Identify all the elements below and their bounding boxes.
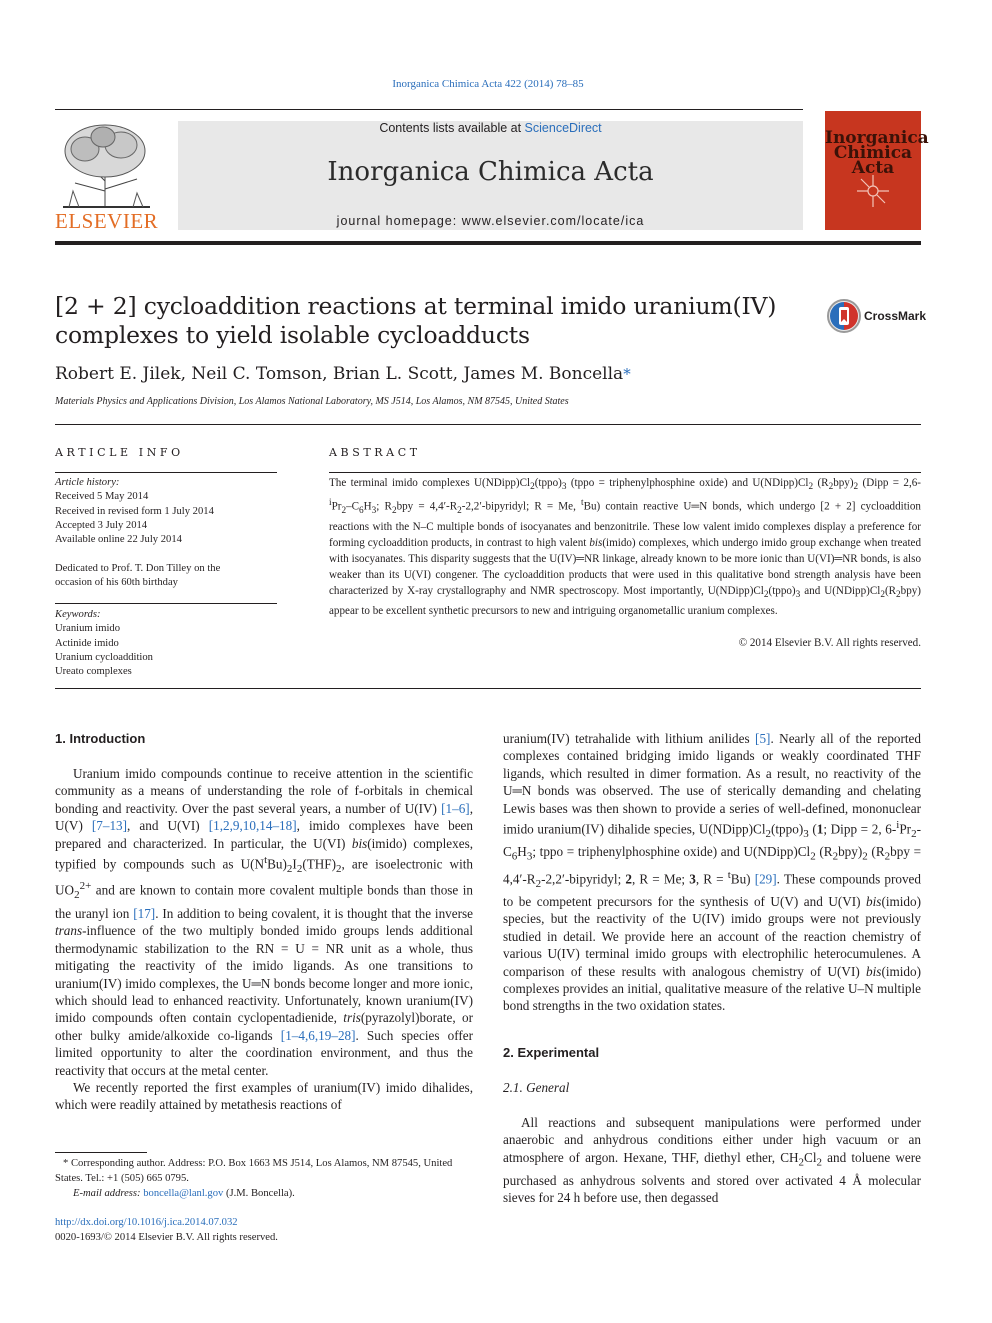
doi-link[interactable]: http://dx.doi.org/10.1016/j.ica.2014.07.032: [55, 1217, 238, 1228]
paragraph: All reactions and subsequent manipulations were performed under anaerobic and anhydrous conditions either under high vacuum or an atmosphere of argon. Hexane, THF, diethyl ether, $CH_2Cl_2$ and toluene were purchased as anhydrous solvents and stored over activated 4 Å molecular sieves for 24 h before use, then degassed: [503, 1115, 921, 1206]
article-identifiers: [55, 1215, 473, 1245]
footnote-corresponding: * Corresponding author. Address: P.O. Box 1663 MS J514, Los Alamos, NM 87545, United States. Tel.: +1 (505) 665 0795. E-mail address: boncella@lanl.gov (J.M. Boncella).: [55, 1158, 453, 1199]
contents-line: [178, 121, 803, 135]
abstract-body: The terminal imido complexes $U(NDipp)Cl_2(tppo)_3$ (tppo = triphenylphosphine oxide) and $U(NDipp)Cl_2$ $(R_2bpy)_2$ (Dipp = $2,6-^iPr_2-C_6H_3$; $R_2bpy$ = $4,4'-R_2-2,2'$-bipyridyl; R = Me, $^t$Bu) contain reactive U═N bonds, which undergo [2 + 2] cycloaddition reactions with the N–C multiple bonds of isocyanates and benzonitrile. These low valent imido complexes display a preference for forming cycloaddition products, in contrast to high valent bis(imido) complexes, which undergo imido group exchange when treated with isocyanates. This disparity suggests that the U(IV)═NR linkage, already known to be more ionic than U(VI)═NR bonds, is also weaker than its U(VI) congener. The cycloaddition products that were used in this qualitative bond strength analysis have been characterized by X-ray crystallography and NMR spectroscopy. Most importantly, $U(NDipp)Cl_2(tppo)_3$ and $U(NDipp)Cl_2(R_2bpy)$ appear to be excellent synthetic precursors to new and intriguing organometallic uranium complexes.: [329, 477, 921, 617]
citation-link[interactable]: [5]: [755, 731, 771, 746]
cover-title: Inorganica Chimica Acta: [825, 128, 929, 178]
citation-link[interactable]: [1–6]: [441, 800, 470, 816]
introduction-column-left: [55, 765, 473, 1114]
article-info-heading: ARTICLE INFO: [55, 446, 184, 459]
keywords: [55, 608, 277, 679]
author-affiliation: Materials Physics and Applications Division, Los Alamos National Laboratory, MS J514, Los Alamos, NM 87545, United States: [55, 396, 569, 407]
journal-citation[interactable]: Inorganica Chimica Acta 422 (2014) 78–85: [392, 78, 584, 90]
keyword: Actinide imido: [55, 637, 119, 649]
paragraph: uranium(IV) tetrahalide with lithium anilides [5]. Nearly all of the reported complexes contained bridging imido ligands or weakly coordinated THF ligands, which resulted in dimer formation. As a result, no reactivity of the U═N bonds was observed. The use of sterically demanding and chelating Lewis bases was then shown to provide a series of well-defined, mononuclear imido uranium(IV) dihalide species, $U(NDipp)Cl_2(tppo)_3$ (1; Dipp = 2, $6-^iPr_2-C_6H_3$; tppo = triphenylphosphine oxide) and $U(NDipp)Cl_2$ $(R_2bpy)_2$ ($R_2bpy$ = $4,4'-R_2-2,2'$-bipyridyl; 2, R = Me; 3, R = $^t$Bu) [29]. These compounds proved to be competent precursors for the synthesis of U(V) and U(VI) bis(imido) species, but the reactivity of the U(IV) imido groups were not previously studied in detail. We provide here an account of the reaction chemistry of various U(IV) terminal imido groups with electrophilic heterocumulenes. A comparison of these results with analogous chemistry of U(VI) bis(imido) complexes provides an initial, qualitative measure of the relative U–N multiple bond strengths in the two oxidation states.: [503, 731, 922, 1014]
elsevier-wordmark: ELSEVIER: [55, 209, 159, 233]
article-history: [55, 476, 277, 547]
accepted-date: Accepted 3 July 2014: [55, 519, 148, 531]
abstract-copyright: © 2014 Elsevier B.V. All rights reserved.: [738, 637, 921, 649]
header-thick-rule: [55, 241, 921, 245]
keyword: Ureato complexes: [55, 666, 132, 678]
journal-name: Inorganica Chimica Acta: [327, 157, 654, 187]
keywords-label: Keywords:: [55, 609, 101, 620]
dedication: [55, 562, 277, 591]
online-date: Available online 22 July 2014: [55, 534, 182, 546]
issn-copyright: 0020-1693/© 2014 Elsevier B.V. All rights reserved.: [55, 1232, 278, 1243]
citation-link[interactable]: [1,2,9,10,14–18]: [208, 818, 297, 834]
revised-date: Received in revised form 1 July 2014: [55, 505, 214, 517]
corresponding-address: Corresponding author. Address: P.O. Box 1663 MS J514, Los Alamos, NM 87545, United States. Tel.: +1 (505) 665 0795.: [55, 1158, 453, 1184]
paragraph: Uranium imido compounds continue to receive attention in the scientific community as a means of understanding the role of f-orbitals in chemical bonding and reactivity. Over the past several years, a number of U(IV) [1–6], U(V) [7–13], and U(VI) [1,2,9,10,14–18], imido complexes have been prepared and characterized. In particular, the U(VI) bis(imido) complexes, typified by compounds such as $U(N^tBu)_2I_2(THF)_2$, are isoelectronic with $UO_2^{2+}$ and are known to contain more covalent multiple bonds than those in the uranyl ion [17]. In addition to being covalent, it is thought that the inverse trans-influence of the two multiply bonded imido groups lends additional thermodynamic stabilization to the RN = U = NR unit as a whole, thus mitigating the reactivity of the imido ligands. As one transitions to uranium(IV) imido complexes, the U═N bonds become longer and more ionic, which should lead to enhanced reactivity. Unfortunately, known uranium(IV) imido compounds often contain cyclopentadienide, tris(pyrazolyl)borate, or other bulky amide/alkoxide co-ligands [1–4,6,19–28]. Such species offer limited opportunity to alter the coordination environment, and thus the reactivity that occurs at the metal center.: [55, 766, 474, 1078]
authors-text[interactable]: Robert E. Jilek, Neil C. Tomson, Brian L. Scott, James M. Boncella: [55, 364, 624, 384]
email-owner: (J.M. Boncella).: [225, 1188, 295, 1199]
divider: [55, 688, 921, 689]
citation-link[interactable]: [1–4,6,19–28]: [280, 1027, 356, 1043]
paragraph: We recently reported the first examples of uranium(IV) imido dihalides, which were readily attained by metathesis reactions of: [55, 1079, 473, 1113]
header-rule: [55, 109, 803, 110]
crossmark-label: CrossMark: [864, 309, 927, 323]
keyword: Uranium imido: [55, 623, 121, 635]
email-label: E-mail address:: [73, 1188, 141, 1199]
journal-cover[interactable]: [825, 111, 929, 230]
introduction-column-right: [503, 730, 921, 1015]
divider: [55, 603, 277, 604]
received-date: Received 5 May 2014: [55, 491, 149, 503]
contents-prefix: Contents lists available at: [379, 121, 525, 135]
citation-link[interactable]: [7–13]: [91, 818, 128, 834]
abstract-heading: ABSTRACT: [329, 446, 421, 459]
crossmark-icon: [826, 298, 862, 334]
dedication-line-2: occasion of his 60th birthday: [55, 577, 178, 589]
journal-homepage[interactable]: journal homepage: www.elsevier.com/locate/ica: [336, 214, 645, 228]
keyword: Uranium cycloaddition: [55, 651, 153, 663]
citation-link[interactable]: [17]: [133, 905, 156, 921]
email-link[interactable]: boncella@lanl.gov: [143, 1188, 224, 1199]
footnote-divider: [55, 1152, 147, 1153]
article-title: [2 + 2] cycloaddition reactions at terminal imido uranium(IV) complexes to yield isolable cycloadducts: [55, 292, 777, 349]
sciencedirect-link[interactable]: ScienceDirect: [524, 121, 602, 135]
section-heading-experimental: 2. Experimental: [503, 1045, 600, 1060]
cover-molecule-icon: [853, 171, 893, 211]
corresponding-author-mark[interactable]: *: [623, 365, 631, 383]
subsection-heading-general: 2.1. General: [503, 1080, 570, 1095]
citation-link[interactable]: [29]: [754, 870, 777, 886]
section-heading-introduction: 1. Introduction: [55, 731, 146, 746]
experimental-general-text: [503, 1114, 921, 1207]
dedication-line-1: Dedicated to Prof. T. Don Tilley on the: [55, 563, 221, 574]
divider: [55, 424, 921, 425]
divider: [55, 472, 277, 473]
history-label: Article history:: [55, 477, 120, 488]
author-list: [55, 364, 855, 384]
divider: [329, 472, 921, 473]
